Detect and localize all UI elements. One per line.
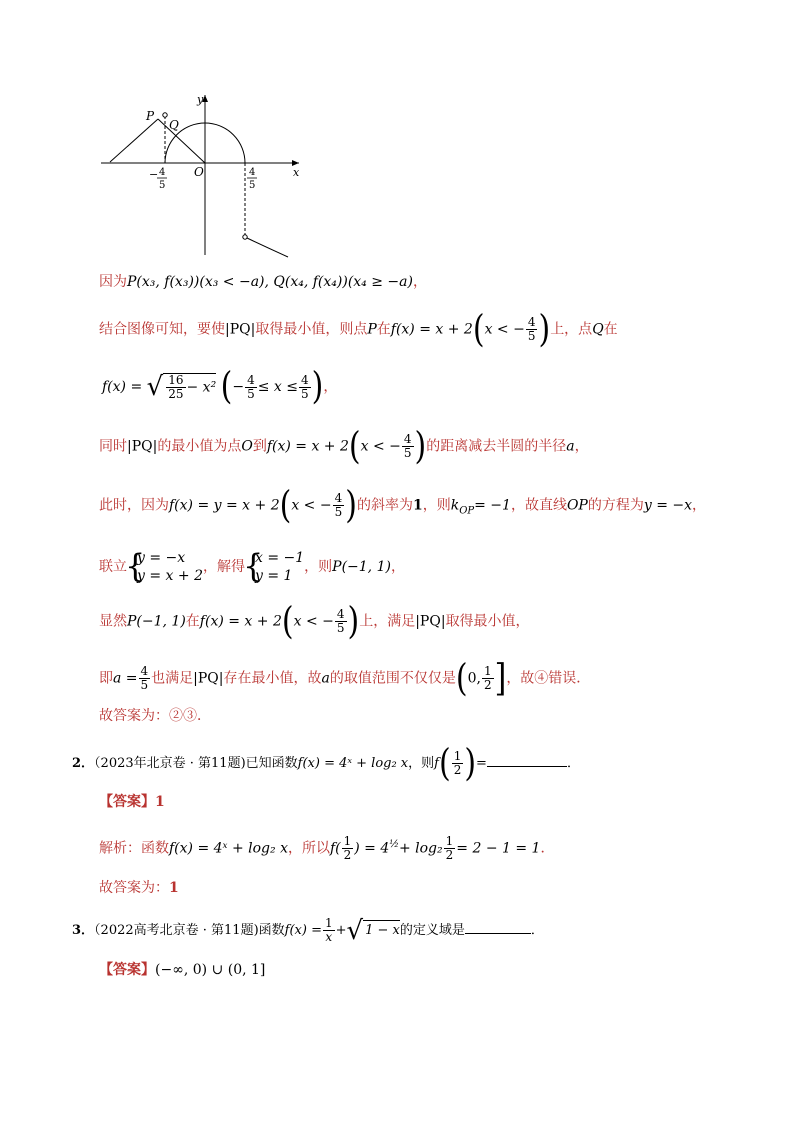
text: 结合图像可知，要使 [99, 321, 225, 338]
math-eq: = [476, 756, 487, 771]
math-point: P(−1, 1) [332, 559, 391, 575]
text: 函数 [258, 923, 285, 938]
system-1: { y = −x y = x + 2 [127, 549, 203, 585]
math-cond: x < − [360, 438, 401, 455]
math-interval: 0, [467, 670, 481, 687]
question-3: 3．（2022高考北京卷 · 第11题)函数f(x) = $\frac{1}{x}$ +√ 1 − x的定义域是 ． [72, 915, 544, 946]
answer-blank [487, 752, 567, 767]
math-pq: |PQ| [193, 670, 224, 687]
math-result: = 2 − 1 = 1 [456, 840, 541, 857]
text: ， [574, 438, 589, 455]
solution-2: 解析：函数f(x) = 4ˣ + log₂ x，所以f( $\frac{1}{2}$ ) = $4^{\frac{1}{2}}+ \log_2$ $\frac{1}{2}$ = 2 − 1 = 1． [99, 834, 555, 863]
math-k: k [450, 497, 460, 514]
math-sqrt: 1 − x [363, 920, 400, 941]
open-point-bottom [243, 235, 247, 239]
text: 在 [376, 321, 391, 338]
math-eq: = −1 [474, 497, 511, 514]
label-y: y [197, 93, 204, 106]
line-5: 此时，因为f(x) = y = x + 2(x < − $\frac{4}{5}$ )的斜率为1，则$k_{OP}= -1$，故直线OP的方程为y = −x， [99, 483, 707, 527]
text: ，所以 [287, 840, 330, 857]
line-7: 显然P(−1, 1)在f(x) = x + 2(x < − $\frac{4}{5}$ )上，满足|PQ|取得最小值， [99, 599, 530, 643]
math-exp: ½ [389, 839, 399, 850]
line-1 [99, 272, 427, 292]
math-fx: f(x) = x + 2 [199, 613, 282, 630]
math-f: f [434, 756, 439, 771]
text: 的方程为 [587, 497, 644, 514]
fraction: $\frac{4}{5}$ [527, 315, 536, 343]
question-number: 3． [72, 923, 95, 938]
math-fx: f(x) = [284, 923, 322, 938]
text: 存在最小值，故 [223, 670, 322, 687]
text: ，则 [422, 497, 451, 514]
text: 故答案为： [99, 880, 169, 896]
answer-value: (−∞, 0) ∪ (0, 1] [155, 962, 266, 978]
text: ． [530, 923, 544, 938]
text: 此时，因为 [99, 497, 169, 514]
math-a: a [566, 438, 575, 455]
math-fx: f(x) = [102, 379, 143, 395]
text: 也满足 [151, 670, 194, 687]
text: ， [692, 497, 707, 514]
math-sub: OP [459, 505, 475, 517]
text: 同时 [99, 438, 127, 455]
text: 因为 [99, 274, 127, 290]
line-4: 同时|PQ|的最小值为点O到f(x) = x + 2(x < − $\frac{4}{5}$ )的距离减去半圆的半径a， [99, 424, 589, 468]
line-9 [99, 706, 211, 726]
line-3: f(x) = √ $\frac{16}{25}$ − x² (− $\frac{4}{5}$ ≤ x ≤ $\frac{4}{5}$ )， [102, 364, 338, 409]
text: ，则 [408, 756, 435, 771]
text: 显然 [99, 613, 127, 630]
math-range: ≤ x ≤ [257, 379, 299, 395]
text: 的距离减去半圆的半径 [426, 438, 567, 455]
math-pq: |PQ| [225, 321, 256, 338]
text: 在 [603, 321, 618, 338]
text: 联立 [99, 559, 127, 575]
math-q: Q [592, 321, 604, 338]
math-pq: |PQ| [415, 613, 446, 630]
tick-neg-sign: − [149, 168, 159, 181]
text: 取得最小值， [445, 613, 530, 630]
math-minus: − [232, 379, 245, 395]
math-point: P(−1, 1) [127, 613, 186, 630]
line-left [110, 119, 158, 162]
line-8: 即a = $\frac{4}{5}$ 也满足|PQ|存在最小值，故a的取值范围不仅仅是(0, $\frac{1}{2}$ ]，故④错误． [99, 656, 591, 700]
math-fx: f(x) = 4ˣ + log₂ x [297, 756, 409, 771]
tick-pos-num: 4 [249, 167, 256, 178]
label-x: x [293, 166, 300, 179]
math-o: O [241, 438, 253, 455]
line-2: 结合图像可知，要使|PQ|取得最小值，则点P在f(x) = x + 2(x < − $\frac{4}{5}$ )上，点Q在 [99, 307, 618, 351]
answer-3 [99, 960, 265, 980]
question-source: （2023年北京卷 · 第11题) [94, 756, 246, 771]
text: 上，点 [550, 321, 593, 338]
math-pow: ) = 4 [354, 840, 390, 857]
math-pq: |PQ| [127, 438, 158, 455]
math-fx: f(x) = 4ˣ + log₂ x [169, 840, 288, 857]
math-fx: f(x) = x + 2 [390, 321, 473, 338]
text: ， [412, 274, 427, 290]
text: ． [566, 756, 580, 771]
text: 解析：函数 [99, 840, 169, 857]
text: 的定义域是 [399, 923, 465, 938]
fraction: $\frac{16}{25}$ [168, 373, 184, 401]
final-answer-2 [99, 878, 179, 898]
math-p: P [367, 321, 377, 338]
label-p: P [146, 109, 155, 123]
math-plus: + [335, 923, 347, 938]
tick-pos-den: 5 [249, 180, 256, 191]
answer-value: 1 [169, 880, 179, 896]
answer-blank [465, 919, 531, 934]
question-2: 2．（2023年北京卷 · 第11题)已知函数f(x) = 4ˣ + log₂ x，则f( $\frac{1}{2}$ )= ． [72, 741, 580, 785]
tick-neg-num: 4 [159, 167, 166, 178]
value-slope: 1 [412, 497, 423, 514]
math-a-eq: a = [113, 670, 138, 687]
text: ，故直线 [510, 497, 567, 514]
math-fx: f(x) = x + 2 [266, 438, 349, 455]
math-cond: x < − [291, 497, 332, 514]
answer-label: 【答案】 [99, 794, 155, 810]
function-graph [96, 92, 306, 262]
math-rest: − x² [186, 379, 217, 396]
text: ， [323, 379, 338, 395]
question-number: 2． [72, 756, 95, 771]
text: 在 [185, 613, 200, 630]
math-op: OP [566, 497, 588, 514]
text: 的斜率为 [356, 497, 413, 514]
text: 故答案为：②③． [99, 708, 211, 724]
text: 取得最小值，则点 [255, 321, 368, 338]
tick-neg-den: 5 [159, 180, 166, 191]
label-q: Q [169, 118, 179, 132]
answer-value: 1 [155, 794, 165, 810]
system-2: { x = −1 y = 1 [245, 549, 304, 585]
label-o: O [194, 165, 204, 179]
open-point-top [163, 113, 167, 117]
answer-label: 【答案】 [99, 962, 155, 978]
question-source: （2022高考北京卷 · 第11题) [94, 923, 259, 938]
text: ，故④错误． [506, 670, 591, 687]
text: ， [390, 559, 405, 575]
text: ，解得 [202, 559, 245, 575]
math-cond: x < − [293, 613, 334, 630]
text: 的最小值为点 [157, 438, 242, 455]
math-line: y = −x [643, 497, 693, 514]
text: 上，满足 [359, 613, 416, 630]
text: 的取值范围不仅仅是 [329, 670, 456, 687]
math-a: a [321, 670, 330, 687]
math-cond: x < − [484, 321, 525, 338]
text: 即 [99, 670, 113, 687]
math-points: P(x₃, f(x₃))(x₃ < −a), Q(x₄, f(x₄))(x₄ ≥ −a) [127, 274, 413, 290]
line-6 [99, 549, 405, 585]
answer-2 [99, 792, 165, 812]
text: 到 [252, 438, 267, 455]
math-log: + log₂ [398, 840, 443, 857]
text: ． [540, 840, 555, 857]
math-fx: f(x) = y = x + 2 [169, 497, 280, 514]
math-f: f( [329, 840, 341, 857]
text: 已知函数 [245, 756, 298, 771]
sqrt [163, 373, 216, 401]
text: ，则 [304, 559, 333, 575]
curve-right [247, 238, 288, 257]
graph-svg [96, 92, 306, 262]
